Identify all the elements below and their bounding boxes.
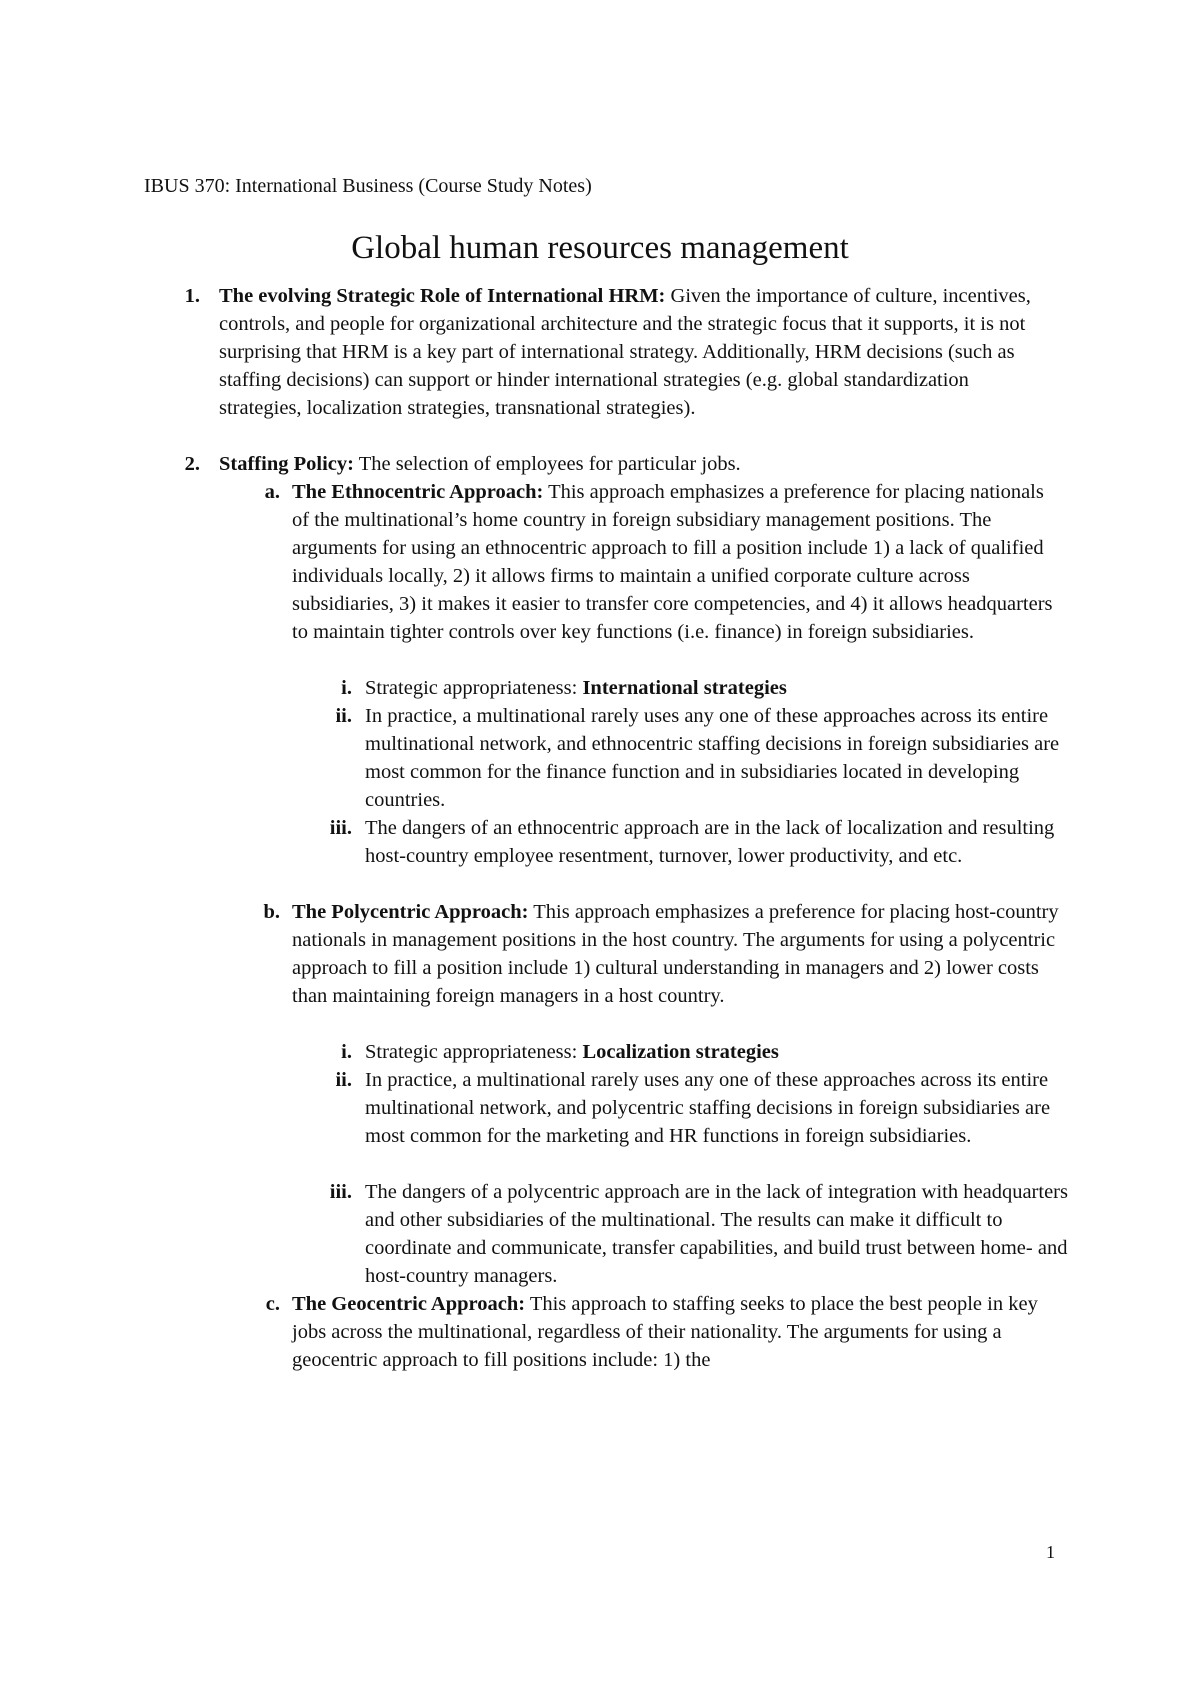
section-2-text: The selection of employees for particular jobs. bbox=[358, 453, 741, 475]
approach-b-text: This approach emphasizes a preference for placing host-country nationals in management positions in the host country. The arguments for using a polycentric approach to fill a position include 1) cultural understanding in managers and 2) lower costs than maintaining foreign managers in a host country. bbox=[292, 901, 1059, 1007]
strategy-label: International strategies bbox=[582, 677, 787, 699]
approach-b-point-iii: The dangers of a polycentric approach are in the lack of integration with headquarters and other subsidiaries of the multinational. The results can make it difficult to coordinate and communicate, transfer capabilities, and build trust between home- and host-country managers. bbox=[365, 1181, 1068, 1287]
course-header: IBUS 370: International Business (Course Study Notes) bbox=[144, 175, 592, 197]
approach-a-point-iii: The dangers of an ethnocentric approach are in the lack of localization and resulting host-country employee resentment, turnover, lower productivity, and etc. bbox=[365, 817, 1055, 867]
section-1-heading: The evolving Strategic Role of International HRM: bbox=[219, 285, 666, 307]
section-1-text: Given the importance of culture, incentives, controls, and people for organizational architecture and the strategic focus that it supports, it is not surprising that HRM is a key part of international strategy. Additionally, HRM decisions (such as staffing decisions) can support or hinder international strategies (e.g. global standardization strategies, localization strategies, transnational strategies). bbox=[219, 285, 1031, 419]
approach-a-point-ii: In practice, a multinational rarely uses any one of these approaches across its entire multinational network, and ethnocentric staffing decisions in foreign subsidiaries are most common for the finance function and in subsidiaries located in developing countries. bbox=[365, 705, 1060, 811]
document-page: IBUS 370: International Business (Course Study Notes) Global human resources management 1. The evolving Strategic Role of International HRM: Given the importance of culture, incentives, controls, and people for organizational architecture and the strategic focus that it supports, it is not surprising that HRM is a key part of international strategy. Additionally, HRM decisions (such as staffing decisions) can support or hinder international strategies (e.g. global standardization strategies, localization strategies, transnational strategies). 2. Staffing Policy: The selection of employees for particular jobs. a. The Ethnocentric Approach: This approach emphasizes a preference for placing nationals of the multinational’s home country in foreign subsidiary management positions. The arguments for using an ethnocentric approach to fill a position include 1) a lack of qualified individuals locally, 2) it allows firms to maintain a unified corporate culture across subsidiaries, 3) it makes it easier to transfer core competencies, and 4) it allows headquarters to maintain tighter controls over key functions (i.e. finance) in foreign subsidiaries. i. Strategic appropriateness: International strategies ii. In practice, a multinational rarely uses any one of these approaches across its entire multinational network, and ethnocentric staffing decisions in foreign subsidiaries are most common for the finance function and in subsidiaries located in developing countries. iii. The dangers of an ethnocentric approach are in the lack of localization and resulting host-country employee resentment, turnover, lower productivity, and etc. b. The Polycentric Approach: This approach emphasizes a preference for placing host-country nationals in management positions in the host country. The arguments for using a polycentric approach to fill a position include 1) cultural understanding in managers and 2) lower costs than maintaining foreign managers in a host country. i. Strategic appropriateness: Localization strategies ii. In practice, a multinational rarely uses any one of these approaches across its entire multinational network, and polycentric staffing decisions in foreign subsidiaries are most common for the marketing and HR functions in foreign subsidiaries. iii. The dangers of a polycentric approach are in the lack of integration with headquarters and other subsidiaries of the multinational. The results can make it difficult to coordinate and communicate, transfer capabilities, and build trust between home- and host-country managers. c. The Geocentric Approach: This approach to staffing seeks to place the best people in key jobs across the multinational, regardless of their nationality. The arguments for using a geocentric approach to fill positions include: 1) the 1 bbox=[0, 0, 1200, 1698]
page-title: Global human resources management bbox=[351, 230, 849, 266]
approach-c-heading: The Geocentric Approach: bbox=[292, 1293, 526, 1315]
approach-polycentric bbox=[292, 898, 1060, 1010]
approach-a-text: This approach emphasizes a preference for placing nationals of the multinational’s home country in foreign subsidiary management positions. The arguments for using an ethnocentric approach to fill a position include 1) a lack of qualified individuals locally, 2) it allows firms to maintain a unified corporate culture across subsidiaries, 3) it makes it easier to transfer core competencies, and 4) it allows headquarters to maintain tighter controls over key functions (i.e. finance) in foreign subsidiaries. bbox=[292, 481, 1053, 643]
approach-a-heading: The Ethnocentric Approach: bbox=[292, 481, 544, 503]
section-2 bbox=[219, 450, 1049, 478]
section-2-heading: Staffing Policy: bbox=[219, 453, 354, 475]
strategy-label: Localization strategies bbox=[582, 1041, 779, 1063]
approach-b-point-ii: In practice, a multinational rarely uses any one of these approaches across its entire multinational network, and polycentric staffing decisions in foreign subsidiaries are most common for the marketing and HR functions in foreign subsidiaries. bbox=[365, 1069, 1051, 1147]
section-1 bbox=[219, 282, 1049, 422]
page-number: 1 bbox=[1046, 1542, 1055, 1562]
approach-b-heading: The Polycentric Approach: bbox=[292, 901, 529, 923]
approach-ethnocentric bbox=[292, 478, 1060, 646]
approach-a-point-i: Strategic appropriateness: International strategies bbox=[365, 677, 787, 699]
approach-b-point-i: Strategic appropriateness: Localization strategies bbox=[365, 1041, 779, 1063]
approach-c-text: This approach to staffing seeks to place the best people in key jobs across the multinational, regardless of their nationality. The arguments for using a geocentric approach to fill positions include: 1) the bbox=[292, 1293, 1038, 1371]
approach-geocentric bbox=[292, 1290, 1072, 1374]
